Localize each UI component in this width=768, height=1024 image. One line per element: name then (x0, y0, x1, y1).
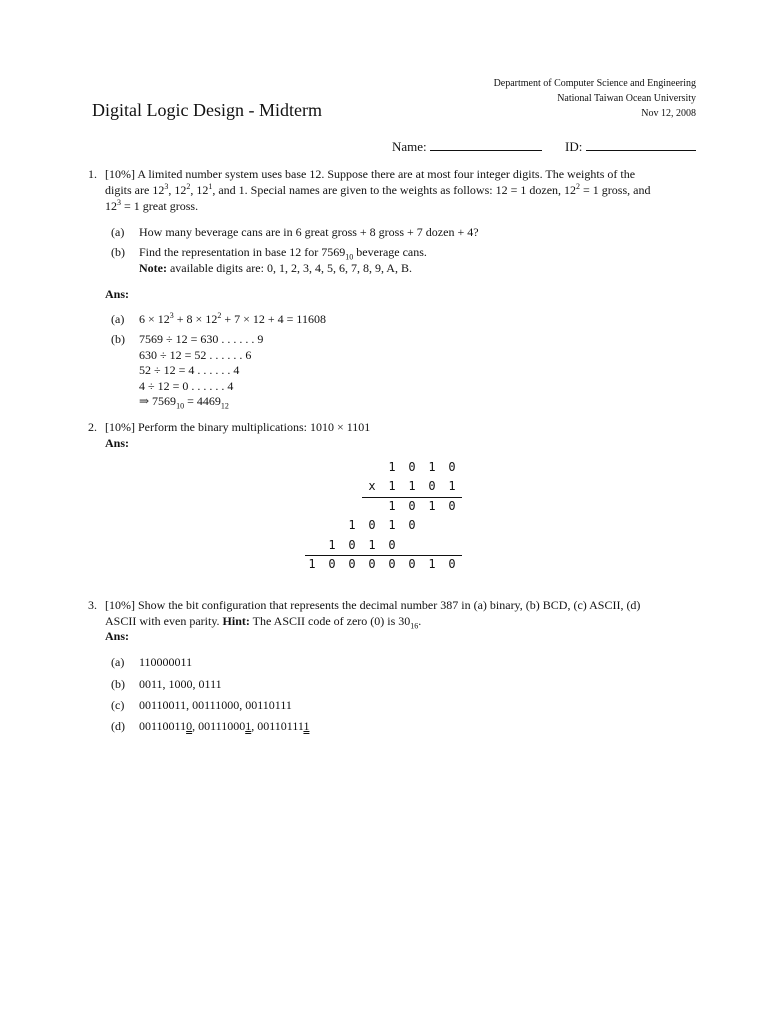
separator: , (251, 719, 258, 733)
parity-bit: 1 (245, 719, 252, 733)
note-text: available digits are: 0, 1, 2, 3, 4, 5, 6, 7, 8, 9, A, B. (166, 261, 412, 275)
question-text: The ASCII code of zero (0) is 30 (249, 614, 411, 628)
answer-label: Ans: (105, 287, 130, 301)
name-field[interactable] (392, 138, 542, 155)
result-text: ⇒ 7569 (139, 394, 177, 408)
question-text: . (418, 614, 422, 628)
item-text: How many beverage cans are in 6 great gross + 8 gross + 7 dozen + 4? (139, 225, 479, 239)
digit-cell: 1 (328, 537, 336, 552)
answer-label: Ans: (105, 436, 130, 450)
item-label: (a) (111, 655, 125, 669)
answer-1a (111, 311, 511, 327)
math-text: + 8 × 12 (173, 312, 218, 326)
id-label: ID: (565, 139, 583, 154)
university-name: National Taiwan Ocean University (557, 93, 696, 104)
name-label: Name: (392, 139, 427, 154)
answer-1b (111, 332, 511, 410)
question-number: 2. (88, 420, 97, 434)
exponent: 2 (186, 182, 191, 191)
exponent: 2 (217, 311, 222, 320)
question-text: A limited number system uses base 12. Suppose there are at most four integer digits. The weights of the (137, 167, 636, 181)
item-label: (d) (111, 719, 125, 733)
digit-cell: 1 (388, 479, 396, 494)
ascii-parity-value (139, 718, 511, 734)
id-blank[interactable] (586, 138, 696, 151)
question-text: = 1 great gross. (121, 199, 199, 213)
question-3 (88, 597, 696, 629)
item-label: (c) (111, 698, 125, 712)
digit-cell: 1 (388, 460, 396, 474)
item-label: (b) (111, 332, 125, 346)
digit-cell: 0 (348, 557, 356, 571)
digit-cell: 0 (388, 557, 396, 571)
subscript: 12 (220, 401, 229, 411)
question-text: , and 1. Special names are given to the weights as follows: 12 = 1 dozen, 12 (212, 183, 577, 197)
digit-cell: 0 (408, 557, 416, 571)
ascii-value: 00110011, 00111000, 00110111 (139, 698, 292, 712)
digit-cell: 1 (428, 557, 436, 571)
question-1b (111, 244, 701, 276)
digit-cell: 0 (428, 479, 436, 494)
sum-rule (362, 497, 462, 498)
hint-label: Hint: (222, 614, 250, 628)
id-field[interactable] (565, 138, 696, 155)
ascii-bits: 00110011 (139, 719, 187, 733)
answer-3a (111, 654, 511, 670)
digit-cell: 1 (388, 518, 396, 533)
digit-cell: 1 (428, 498, 436, 513)
question-2 (88, 419, 696, 435)
math-text: 6 × 12 (139, 312, 170, 326)
math-text: + 7 × 12 + 4 = 11608 (221, 312, 326, 326)
digit-cell: 0 (448, 498, 456, 513)
digit-cell: 1 (448, 479, 456, 494)
exponent: 3 (117, 198, 121, 207)
page-title: Digital Logic Design - Midterm (92, 100, 322, 120)
digit-cell: 0 (348, 537, 356, 552)
question-text: 12 (105, 199, 117, 213)
exponent: 1 (208, 182, 213, 191)
division-step: 4 ÷ 12 = 0 . . . . . . 4 (139, 378, 234, 393)
question-text: Perform the binary multiplications: 1010 × 1101 (138, 420, 371, 434)
question-1 (88, 166, 696, 214)
digit-cell: 0 (368, 557, 376, 571)
question-text: , 12 (190, 183, 209, 197)
answer-label: Ans: (105, 629, 130, 643)
digit-cell: 1 (388, 498, 396, 513)
separator: , (192, 719, 199, 733)
item-label: (a) (111, 312, 125, 326)
question-number: 3. (88, 598, 97, 612)
question-weight: [10%] (105, 598, 135, 612)
item-text: Find the representation in base 12 for 7569 (139, 245, 346, 259)
digit-cell: 0 (408, 498, 416, 513)
division-step: 630 ÷ 12 = 52 . . . . . . 6 (139, 347, 252, 362)
ascii-bits: 00111000 (198, 719, 246, 733)
sum-rule (305, 555, 462, 556)
note-label: Note: (139, 261, 167, 275)
digit-cell: 1 (308, 557, 316, 571)
digit-cell: 0 (408, 518, 416, 533)
exam-date: Nov 12, 2008 (641, 108, 696, 119)
answer-3b (111, 676, 511, 692)
question-weight: [10%] (105, 167, 135, 181)
digit-cell: 0 (448, 557, 456, 571)
digit-cell: 1 (408, 479, 416, 494)
question-text: = 1 gross, and (580, 183, 651, 197)
exponent: 3 (169, 311, 174, 320)
item-label: (b) (111, 677, 125, 691)
answer-3d (111, 718, 511, 734)
item-label: (b) (111, 245, 125, 259)
exponent: 3 (164, 182, 169, 191)
question-weight: [10%] (105, 420, 135, 434)
question-text: ASCII with even parity. (105, 614, 223, 628)
digit-cell: 0 (408, 460, 416, 474)
digit-cell: 0 (448, 460, 456, 474)
item-text: beverage cans. (353, 245, 427, 259)
question-text: digits are 12 (105, 183, 165, 197)
question-text: , 12 (168, 183, 187, 197)
subscript: 10 (176, 401, 185, 411)
exponent: 2 (576, 182, 581, 191)
digit-cell: 1 (428, 460, 436, 474)
result-text: = 4469 (184, 394, 221, 408)
department-name: Department of Computer Science and Engineering (493, 78, 696, 89)
bcd-value: 0011, 1000, 0111 (139, 677, 222, 691)
digit-cell: 0 (368, 518, 376, 533)
digit-cell: 0 (388, 537, 396, 552)
question-1a (111, 224, 701, 240)
answer-3c (111, 697, 511, 713)
binary-value: 110000011 (139, 655, 193, 669)
name-blank[interactable] (430, 138, 542, 151)
digit-cell: 1 (368, 537, 376, 552)
item-label: (a) (111, 225, 125, 239)
question-number: 1. (88, 167, 97, 181)
digit-cell: 0 (328, 557, 336, 571)
division-step: 52 ÷ 12 = 4 . . . . . . 4 (139, 363, 240, 377)
ascii-bits: 00110111 (257, 719, 304, 733)
question-text: Show the bit configuration that represents the decimal number 387 in (a) binary, (b) BCD, (c) ASCII, (d) (138, 598, 641, 612)
parity-bit: 1 (303, 719, 310, 733)
digit-cell: x (368, 479, 376, 494)
subscript: 16 (410, 621, 419, 631)
division-step: 7569 ÷ 12 = 630 . . . . . . 9 (139, 332, 264, 346)
subscript: 10 (345, 252, 354, 262)
parity-bit: 0 (186, 719, 193, 733)
digit-cell: 1 (348, 518, 356, 533)
